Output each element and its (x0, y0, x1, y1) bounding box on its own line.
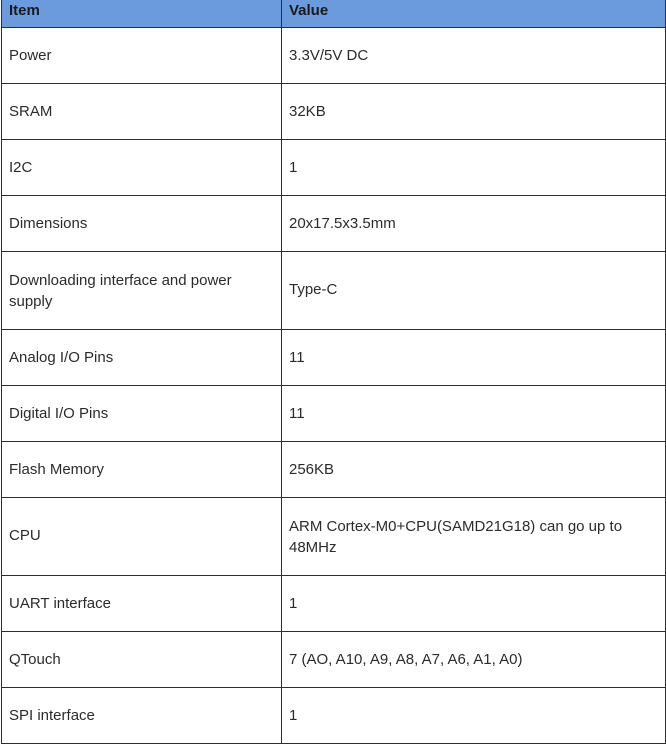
item-cell: Analog I/O Pins (2, 330, 282, 386)
table-row (2, 498, 666, 576)
value-cell: 32KB (282, 84, 666, 140)
table-row (2, 442, 666, 498)
value-cell: 256KB (282, 442, 666, 498)
header-value: Value (282, 0, 666, 28)
item-cell: Dimensions (2, 196, 282, 252)
item-cell: Power (2, 28, 282, 84)
table-body (2, 28, 666, 744)
header-item: Item (2, 0, 282, 28)
value-cell: 1 (282, 140, 666, 196)
item-cell: UART interface (2, 576, 282, 632)
table-row (2, 688, 666, 744)
value-cell: ARM Cortex-M0+CPU(SAMD21G18) can go up to 48MHz (282, 498, 666, 576)
item-cell: Flash Memory (2, 442, 282, 498)
value-cell: Type-C (282, 252, 666, 330)
value-cell: 11 (282, 330, 666, 386)
table-header (2, 0, 666, 28)
item-cell: CPU (2, 498, 282, 576)
table-row (2, 330, 666, 386)
item-cell: Digital I/O Pins (2, 386, 282, 442)
item-cell: SRAM (2, 84, 282, 140)
item-cell: I2C (2, 140, 282, 196)
item-cell: Downloading interface and power supply (2, 252, 282, 330)
table-row (2, 140, 666, 196)
table-row (2, 28, 666, 84)
value-cell: 1 (282, 688, 666, 744)
item-cell: SPI interface (2, 688, 282, 744)
table-row (2, 252, 666, 330)
table-row (2, 84, 666, 140)
table-row (2, 196, 666, 252)
header-row (2, 0, 666, 28)
table-row (2, 632, 666, 688)
value-cell: 20x17.5x3.5mm (282, 196, 666, 252)
value-cell: 1 (282, 576, 666, 632)
value-cell: 7 (AO, A10, A9, A8, A7, A6, A1, A0) (282, 632, 666, 688)
table-row (2, 386, 666, 442)
item-cell: QTouch (2, 632, 282, 688)
value-cell: 11 (282, 386, 666, 442)
spec-table (1, 0, 666, 744)
value-cell: 3.3V/5V DC (282, 28, 666, 84)
table-row (2, 576, 666, 632)
